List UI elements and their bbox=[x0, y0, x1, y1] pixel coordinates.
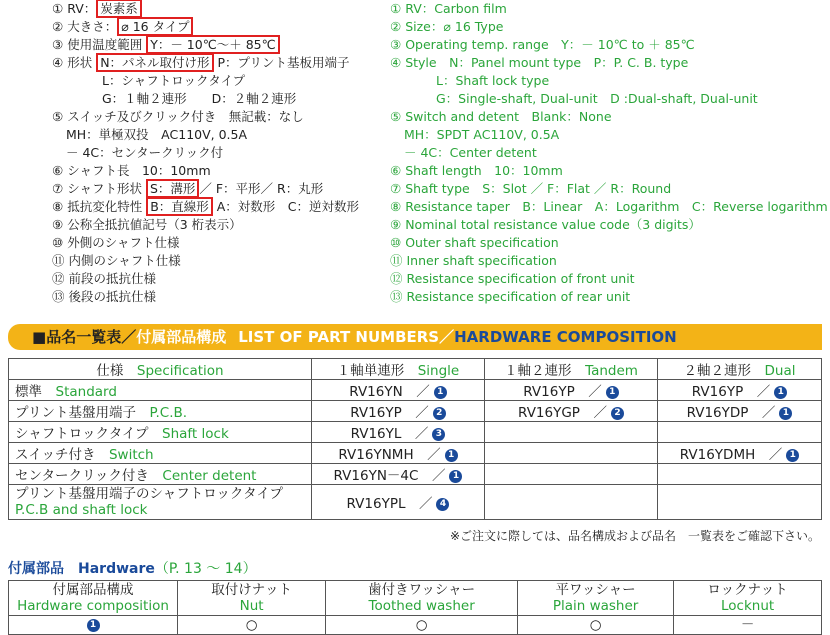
header-jp: 仕様 bbox=[96, 363, 124, 379]
spec-jp-text: L：シャフトロックタイプ bbox=[102, 73, 246, 88]
part-number: RV16YN－4C bbox=[333, 468, 419, 484]
spec-jp-text: － 4C：センタークリック付 bbox=[66, 145, 224, 160]
included-mark: ○ bbox=[589, 617, 602, 633]
spec-jp-text: MH：単極双投 AC110V, 0.5A bbox=[66, 127, 248, 142]
spec-jp-text: 使用温度範囲 bbox=[67, 37, 147, 52]
spec-en-text: Resistance taper B：Linear A：Logarithm C：Reverse logarithm bbox=[405, 199, 828, 214]
hardware-composition-badge: 1 bbox=[434, 386, 447, 399]
spec-jp-label: シャフトロックタイプ bbox=[15, 426, 149, 442]
spec-en-row bbox=[390, 252, 830, 270]
spec-jp-text: A：対数形 C：逆対数形 bbox=[212, 199, 360, 214]
spec-en-text: Switch and detent Blank：None bbox=[405, 109, 612, 124]
header-jp: １軸２連形 bbox=[504, 363, 572, 379]
spec-jp-label: センタークリック付き bbox=[15, 468, 149, 484]
spec-en-text: G：Single-shaft, Dual-unit D :Dual-shaft, Dual-unit bbox=[436, 91, 758, 106]
spec-jp-text: 内側のシャフト仕様 bbox=[68, 253, 181, 268]
spec-number: ⑧ bbox=[52, 199, 64, 214]
hardware-toothed-cell bbox=[326, 616, 518, 635]
order-note: ※ご注文に際しては、品名構成および品名 一覧表をご確認下さい。 bbox=[449, 529, 820, 543]
spec-number: ④ bbox=[52, 55, 64, 70]
spec-jp-text: 前段の抵抗仕様 bbox=[68, 271, 157, 286]
spec-en-row bbox=[390, 18, 830, 36]
spec-number: ⑫ bbox=[52, 271, 65, 286]
spec-en-row bbox=[390, 72, 830, 90]
hardware-plain-cell bbox=[518, 616, 674, 635]
spec-number: ⑩ bbox=[52, 235, 64, 250]
hardware-title bbox=[8, 558, 257, 578]
spec-jp-text: G：１軸２連形 D：２軸２連形 bbox=[102, 91, 297, 106]
spec-en-row bbox=[390, 270, 830, 288]
spec-number: ② bbox=[52, 19, 64, 34]
spec-en-row bbox=[390, 180, 830, 198]
header-en: Single bbox=[417, 363, 460, 379]
spec-number: ⑦ bbox=[390, 181, 402, 196]
spec-en-text: Resistance specification of front unit bbox=[406, 271, 635, 286]
selected-option-box: N：パネル取付け形 bbox=[96, 53, 213, 72]
hardware-header-composition bbox=[9, 581, 178, 616]
spec-en-text: － 4C：Center detent bbox=[404, 145, 537, 160]
spec-number: ⑪ bbox=[52, 253, 65, 268]
spec-en-row bbox=[390, 108, 830, 126]
spec-en-row bbox=[390, 198, 830, 216]
spec-jp-text: 抵抗変化特性 bbox=[67, 199, 147, 214]
part-number: RV16YN bbox=[349, 384, 403, 400]
parts-single-cell: RV16YN－4C ／ 1 bbox=[312, 464, 485, 485]
spec-jp-label: スイッチ付き bbox=[15, 447, 96, 463]
header-jp: 歯付きワッシャー bbox=[368, 582, 476, 598]
header-jp: ロックナット bbox=[707, 582, 788, 598]
banner-square: ■ bbox=[32, 328, 47, 346]
spec-jp-row bbox=[52, 72, 372, 90]
spec-number: ③ bbox=[390, 37, 402, 52]
part-number: RV16YP bbox=[523, 384, 575, 400]
included-mark: ○ bbox=[245, 617, 258, 633]
spec-jp-row bbox=[52, 90, 372, 108]
parts-header-row bbox=[9, 359, 822, 380]
parts-dual-cell: RV16YP ／ 1 bbox=[658, 380, 822, 401]
parts-tandem-cell bbox=[485, 464, 658, 485]
spec-jp-label: プリント基盤用端子のシャフトロックタイプ bbox=[15, 486, 283, 502]
header-en: Nut bbox=[239, 598, 264, 614]
spec-en-row bbox=[390, 234, 830, 252]
spec-number: ⑥ bbox=[52, 163, 64, 178]
spec-en-text: Size：⌀ 16 Type bbox=[405, 19, 504, 34]
spec-en-text: Style N：Panel mount type P：P. C. B. type bbox=[405, 55, 689, 70]
parts-tandem-cell: RV16YP ／ 1 bbox=[485, 380, 658, 401]
spec-en-text: Outer shaft specification bbox=[405, 235, 559, 250]
spec-jp-row bbox=[52, 108, 372, 126]
spec-number: ⑬ bbox=[52, 289, 65, 304]
hardware-header-plain bbox=[518, 581, 674, 616]
banner-slash-en: ／ bbox=[439, 328, 455, 346]
spec-number: ③ bbox=[52, 37, 64, 52]
spec-en-label: Switch bbox=[108, 447, 154, 463]
part-number: RV16YDP bbox=[686, 405, 749, 421]
parts-spec-cell bbox=[9, 422, 312, 443]
hardware-header-toothed bbox=[326, 581, 518, 616]
parts-dual-cell bbox=[658, 422, 822, 443]
spec-list-en bbox=[390, 0, 830, 306]
part-number: RV16YDMH bbox=[679, 447, 756, 463]
hardware-composition-badge: 2 bbox=[611, 407, 624, 420]
spec-jp-text: RV： bbox=[67, 1, 97, 16]
parts-single-cell: RV16YL ／ 3 bbox=[312, 422, 485, 443]
parts-table bbox=[8, 358, 822, 520]
hardware-title-jp: 付属部品 bbox=[8, 561, 64, 577]
spec-en-label: Standard bbox=[55, 384, 117, 400]
spec-jp-row bbox=[52, 270, 372, 288]
spec-jp-text: スイッチ及びクリック付き 無記載：なし bbox=[67, 109, 304, 124]
part-number: RV16YP bbox=[350, 405, 402, 421]
hardware-composition-badge: 2 bbox=[433, 407, 446, 420]
selected-option-box: B：直線形 bbox=[146, 197, 213, 216]
selected-option-box: ⌀ 16 タイプ bbox=[117, 17, 193, 36]
selected-option-box: 炭素系 bbox=[96, 0, 142, 18]
spec-number: ⑬ bbox=[390, 289, 403, 304]
parts-spec-cell bbox=[9, 380, 312, 401]
hardware-table bbox=[8, 580, 822, 635]
hardware-composition-badge: 1 bbox=[606, 386, 619, 399]
part-number: RV16YGP bbox=[518, 405, 580, 421]
spec-en-row bbox=[390, 216, 830, 234]
spec-jp-row bbox=[52, 180, 372, 198]
hardware-composition-badge: 1 bbox=[786, 449, 799, 462]
spec-jp-row bbox=[52, 288, 372, 306]
spec-jp-label: プリント基盤用端子 bbox=[15, 405, 136, 421]
spec-jp-text: 公称全抵抗値記号（3 桁表示） bbox=[67, 217, 242, 232]
hardware-nut-cell bbox=[178, 616, 326, 635]
spec-jp-row bbox=[52, 162, 372, 180]
selected-option-box: Y：－ 10℃～＋ 85℃ bbox=[146, 35, 279, 54]
parts-tandem-cell: RV16YGP ／ 2 bbox=[485, 401, 658, 422]
banner-slash: ／ bbox=[121, 328, 137, 346]
part-number: RV16YP bbox=[691, 384, 744, 400]
parts-row bbox=[9, 443, 822, 464]
parts-dual-cell bbox=[658, 464, 822, 485]
spec-jp-text: ／ F：平形／ R：丸形 bbox=[199, 181, 324, 196]
parts-header-dual bbox=[658, 359, 822, 380]
spec-en-label: P.C.B and shaft lock bbox=[15, 502, 148, 518]
spec-number: ② bbox=[390, 19, 402, 34]
hardware-composition-badge: 1 bbox=[774, 386, 787, 399]
selected-option-box: S：溝形 bbox=[146, 179, 199, 198]
hardware-composition-badge: 4 bbox=[436, 498, 449, 511]
parts-single-cell: RV16YNMH ／ 1 bbox=[312, 443, 485, 464]
header-en: Plain washer bbox=[552, 598, 639, 614]
hardware-locknut-cell bbox=[674, 616, 822, 635]
banner-en-part-list: LIST OF PART NUMBERS bbox=[238, 328, 440, 346]
header-jp: １軸単連形 bbox=[336, 363, 405, 379]
spec-en-text: Nominal total resistance value code（3 digits） bbox=[405, 217, 701, 232]
spec-en-row bbox=[390, 126, 830, 144]
header-jp: ２軸２連形 bbox=[683, 363, 751, 379]
parts-single-cell: RV16YP ／ 2 bbox=[312, 401, 485, 422]
spec-en-text: Shaft type S：Slot ／ F：Flat ／ R：Round bbox=[405, 181, 672, 196]
spec-number: ⑤ bbox=[390, 109, 402, 124]
spec-en-label: Shaft lock bbox=[162, 426, 229, 442]
spec-en-row bbox=[390, 144, 830, 162]
spec-jp-label: 標準 bbox=[15, 384, 42, 400]
spec-number: ⑩ bbox=[390, 235, 402, 250]
part-number: RV16YL bbox=[350, 426, 402, 442]
spec-jp-row bbox=[52, 198, 372, 216]
spec-number: ⑪ bbox=[390, 253, 403, 268]
parts-dual-cell: RV16YDMH ／ 1 bbox=[658, 443, 822, 464]
header-jp: 平ワッシャー bbox=[555, 582, 636, 598]
spec-en-row bbox=[390, 36, 830, 54]
spec-jp-text: 後段の抵抗仕様 bbox=[68, 289, 157, 304]
banner-en-hardware: HARDWARE COMPOSITION bbox=[454, 328, 677, 346]
spec-en-label: P.C.B. bbox=[149, 405, 188, 421]
spec-jp-text: 大きさ： bbox=[67, 19, 118, 34]
spec-en-text: Shaft length 10：10mm bbox=[405, 163, 563, 178]
header-jp: 付属部品構成 bbox=[52, 582, 134, 598]
spec-jp-text: P：プリント基板用端子 bbox=[213, 55, 350, 70]
parts-spec-cell bbox=[9, 443, 312, 464]
section-banner bbox=[8, 324, 822, 350]
spec-en-text: Operating temp. range Y：－ 10℃ to ＋ 85℃ bbox=[405, 37, 695, 52]
hardware-id-cell bbox=[9, 616, 178, 635]
spec-number: ⑨ bbox=[52, 217, 64, 232]
spec-number: ⑥ bbox=[390, 163, 402, 178]
parts-dual-cell bbox=[658, 485, 822, 520]
hardware-composition-badge: 3 bbox=[432, 428, 445, 441]
spec-number: ④ bbox=[390, 55, 402, 70]
spec-jp-row bbox=[52, 54, 372, 72]
spec-en-text: RV：Carbon film bbox=[405, 1, 507, 16]
parts-spec-cell bbox=[9, 401, 312, 422]
spec-jp-row bbox=[52, 252, 372, 270]
spec-en-row bbox=[390, 90, 830, 108]
parts-row bbox=[9, 422, 822, 443]
included-mark: ○ bbox=[415, 617, 428, 633]
header-en: Toothed washer bbox=[368, 598, 475, 614]
spec-en-text: MH：SPDT AC110V, 0.5A bbox=[404, 127, 560, 142]
parts-spec-cell bbox=[9, 464, 312, 485]
header-en: Locknut bbox=[720, 598, 775, 614]
spec-jp-row bbox=[52, 18, 372, 36]
parts-header-spec bbox=[9, 359, 312, 380]
header-jp: 取付けナット bbox=[211, 582, 292, 598]
spec-jp-row bbox=[52, 0, 372, 18]
header-en: Tandem bbox=[585, 363, 638, 379]
spec-en-row bbox=[390, 288, 830, 306]
spec-number: ⑧ bbox=[390, 199, 402, 214]
hardware-header-row bbox=[9, 581, 822, 616]
spec-en-row bbox=[390, 54, 830, 72]
parts-spec-cell bbox=[9, 485, 312, 520]
hardware-header-locknut bbox=[674, 581, 822, 616]
spec-number: ⑦ bbox=[52, 181, 64, 196]
header-en: Dual bbox=[764, 363, 796, 379]
spec-number: ① bbox=[390, 1, 402, 16]
spec-jp-row bbox=[52, 234, 372, 252]
hardware-header-nut bbox=[178, 581, 326, 616]
parts-single-cell: RV16YPL ／ 4 bbox=[312, 485, 485, 520]
hardware-row bbox=[9, 616, 822, 635]
parts-row bbox=[9, 380, 822, 401]
spec-number: ⑤ bbox=[52, 109, 64, 124]
spec-en-row bbox=[390, 0, 830, 18]
banner-jp-part-list: 品名一覧表 bbox=[46, 328, 122, 346]
header-en: Specification bbox=[136, 363, 224, 379]
spec-jp-text: 形状 bbox=[67, 55, 97, 70]
spec-number: ⑨ bbox=[390, 217, 402, 232]
spec-jp-text: シャフト形状 bbox=[67, 181, 146, 196]
spec-number: ⑫ bbox=[390, 271, 403, 286]
spec-en-text: L：Shaft lock type bbox=[436, 73, 550, 88]
hardware-composition-badge: 1 bbox=[445, 449, 458, 462]
spec-jp-text: 外側のシャフト仕様 bbox=[67, 235, 180, 250]
not-included-mark: － bbox=[740, 617, 755, 633]
hardware-composition-badge: 1 bbox=[449, 470, 462, 483]
parts-header-single bbox=[312, 359, 485, 380]
parts-dual-cell: RV16YDP ／ 1 bbox=[658, 401, 822, 422]
spec-en-text: Resistance specification of rear unit bbox=[406, 289, 631, 304]
spec-jp-row bbox=[52, 36, 372, 54]
part-number: RV16YNMH bbox=[338, 447, 414, 463]
parts-row bbox=[9, 485, 822, 520]
hardware-composition-badge: 1 bbox=[779, 407, 792, 420]
spec-list-jp bbox=[52, 0, 372, 306]
parts-single-cell: RV16YN ／ 1 bbox=[312, 380, 485, 401]
parts-tandem-cell bbox=[485, 422, 658, 443]
spec-number: ① bbox=[52, 1, 64, 16]
parts-tandem-cell bbox=[485, 443, 658, 464]
parts-row bbox=[9, 401, 822, 422]
banner-jp-hardware: 付属部品構成 bbox=[136, 328, 227, 346]
spec-jp-row bbox=[52, 144, 372, 162]
parts-header-tandem bbox=[485, 359, 658, 380]
spec-jp-text: シャフト長 10：10mm bbox=[67, 163, 211, 178]
spec-en-row bbox=[390, 162, 830, 180]
spec-jp-row bbox=[52, 216, 372, 234]
header-en: Hardware composition bbox=[17, 598, 169, 614]
part-number: RV16YPL bbox=[346, 496, 406, 512]
hardware-pages: （P. 13 ～ 14） bbox=[154, 561, 257, 577]
hardware-title-en: Hardware bbox=[78, 561, 155, 577]
spec-en-text: Inner shaft specification bbox=[406, 253, 557, 268]
spec-en-label: Center detent bbox=[162, 468, 257, 484]
parts-row bbox=[9, 464, 822, 485]
parts-tandem-cell bbox=[485, 485, 658, 520]
composition-number-badge: 1 bbox=[87, 619, 100, 632]
spec-jp-row bbox=[52, 126, 372, 144]
